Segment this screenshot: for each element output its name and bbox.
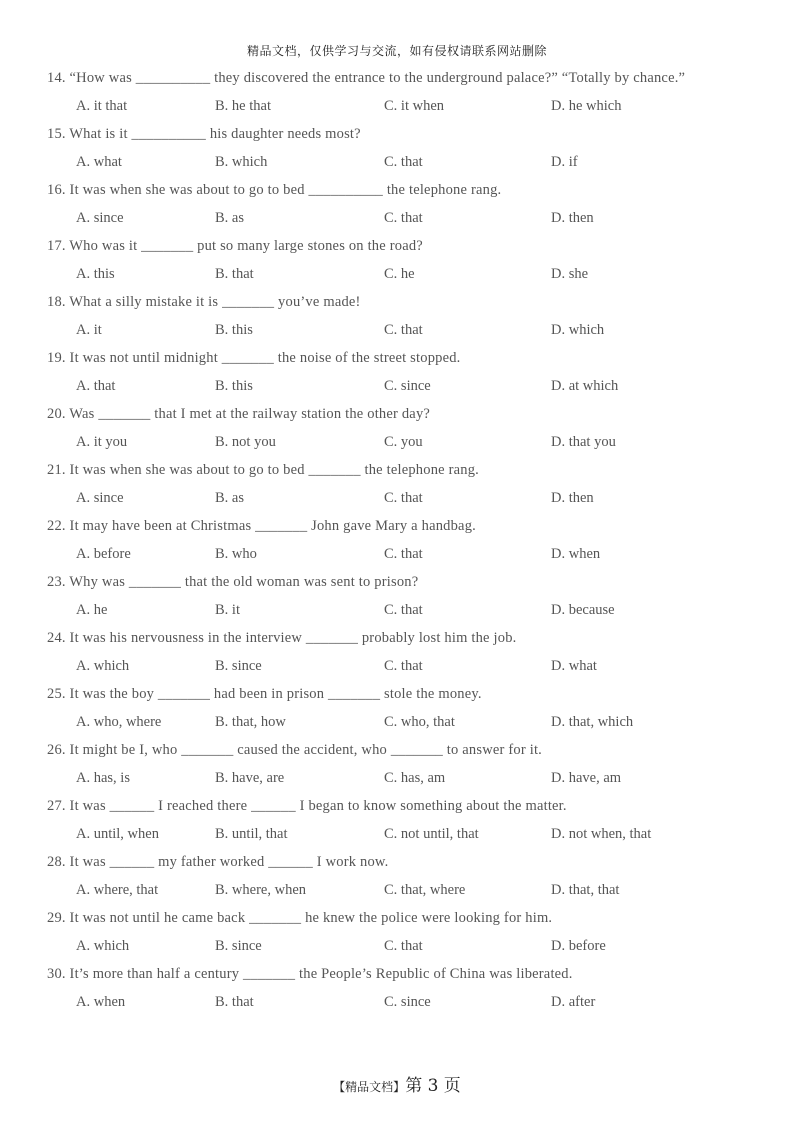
option-d: D. if [551, 154, 578, 170]
question-options [47, 264, 747, 292]
option-b: B. this [215, 322, 253, 338]
option-b: B. this [215, 378, 253, 394]
option-c: C. not until, that [384, 826, 479, 842]
option-b: B. who [215, 546, 257, 562]
question-item [47, 740, 747, 796]
question-options [47, 152, 747, 180]
option-b: B. that, how [215, 714, 286, 730]
option-c: C. that [384, 490, 423, 506]
option-c: C. it when [384, 98, 445, 114]
option-d: D. have, am [551, 770, 622, 786]
question-options [47, 656, 747, 684]
question-options [47, 544, 747, 572]
option-d: D. then [551, 490, 594, 506]
option-c: C. since [384, 994, 431, 1010]
option-d: D. because [551, 602, 615, 618]
question-stem: 15. What is it __________ his daughter needs most? [47, 126, 361, 142]
question-options [47, 936, 747, 964]
option-c: C. that, where [384, 882, 466, 898]
option-b: B. he that [215, 98, 271, 114]
option-b: B. as [215, 490, 244, 506]
option-a: A. has, is [76, 770, 130, 786]
page-footer [0, 1071, 794, 1096]
question-options [47, 880, 747, 908]
option-b: B. it [215, 602, 240, 618]
question-item [47, 628, 747, 684]
question-stem: 27. It was ______ I reached there ______ I began to know something about the matter. [47, 798, 567, 814]
option-b: B. which [215, 154, 268, 170]
option-d: D. after [551, 994, 596, 1010]
option-c: C. who, that [384, 714, 455, 730]
option-a: A. he [76, 602, 108, 618]
question-options [47, 432, 747, 460]
option-b: B. since [215, 658, 262, 674]
option-c: C. that [384, 210, 423, 226]
question-stem: 24. It was his nervousness in the interview _______ probably lost him the job. [47, 630, 517, 646]
option-d: D. that, that [551, 882, 620, 898]
question-item [47, 236, 747, 292]
question-stem: 28. It was ______ my father worked ______ I work now. [47, 854, 389, 870]
option-b: B. since [215, 938, 262, 954]
option-d: D. at which [551, 378, 619, 394]
question-item [47, 908, 747, 964]
option-a: A. who, where [76, 714, 162, 730]
option-d: D. that, which [551, 714, 634, 730]
question-stem: 26. It might be I, who _______ caused the accident, who _______ to answer for it. [47, 742, 542, 758]
option-a: A. since [76, 490, 124, 506]
option-b: B. where, when [215, 882, 307, 898]
question-stem: 29. It was not until he came back _______ he knew the police were looking for him. [47, 910, 553, 926]
option-a: A. it that [76, 98, 128, 114]
question-stem: 22. It may have been at Christmas _______ John gave Mary a handbag. [47, 518, 476, 534]
question-options [47, 96, 747, 124]
option-d: D. not when, that [551, 826, 652, 842]
question-item [47, 180, 747, 236]
question-item [47, 404, 747, 460]
question-item [47, 68, 747, 124]
question-options [47, 824, 747, 852]
question-options [47, 600, 747, 628]
option-c: C. since [384, 378, 431, 394]
question-item [47, 796, 747, 852]
question-list [47, 68, 747, 1020]
question-stem: 14. “How was __________ they discovered the entrance to the underground palace?” “Totally by chance.” [47, 70, 686, 86]
option-d: D. she [551, 266, 589, 282]
option-b: B. that [215, 266, 254, 282]
option-a: A. before [76, 546, 131, 562]
option-c: C. that [384, 546, 423, 562]
question-stem: 25. It was the boy _______ had been in prison _______ stole the money. [47, 686, 482, 702]
question-stem: 17. Who was it _______ put so many large stones on the road? [47, 238, 423, 254]
question-options [47, 992, 747, 1020]
option-d: D. then [551, 210, 594, 226]
option-b: B. have, are [215, 770, 285, 786]
option-d: D. what [551, 658, 597, 674]
option-c: C. you [384, 434, 423, 450]
option-a: A. that [76, 378, 116, 394]
question-stem: 23. Why was _______ that the old woman was sent to prison? [47, 574, 419, 590]
option-a: A. what [76, 154, 122, 170]
question-options [47, 208, 747, 236]
question-stem: 19. It was not until midnight _______ the noise of the street stopped. [47, 350, 461, 366]
question-item [47, 852, 747, 908]
option-a: A. until, when [76, 826, 159, 842]
option-a: A. since [76, 210, 124, 226]
option-b: B. until, that [215, 826, 288, 842]
option-a: A. it [76, 322, 102, 338]
option-d: D. he which [551, 98, 622, 114]
option-b: B. not you [215, 434, 276, 450]
page-header-notice: 精品文档，仅供学习与交流，如有侵权请联系网站删除 [246, 44, 547, 58]
question-options [47, 712, 747, 740]
option-a: A. which [76, 658, 130, 674]
option-a: A. which [76, 938, 130, 954]
option-c: C. has, am [384, 770, 446, 786]
question-item [47, 124, 747, 180]
option-a: A. it you [76, 434, 128, 450]
option-a: A. this [76, 266, 115, 282]
question-options [47, 376, 747, 404]
option-d: D. which [551, 322, 605, 338]
question-item [47, 460, 747, 516]
page-number: 第 3 页 [405, 1076, 461, 1096]
question-item [47, 684, 747, 740]
footer-tag: 【精品文档】 [333, 1080, 406, 1094]
question-options [47, 320, 747, 348]
option-a: A. when [76, 994, 126, 1010]
question-item [47, 964, 747, 1020]
option-c: C. that [384, 154, 423, 170]
option-b: B. that [215, 994, 254, 1010]
question-item [47, 292, 747, 348]
option-c: C. that [384, 602, 423, 618]
question-stem: 20. Was _______ that I met at the railway station the other day? [47, 406, 431, 422]
option-d: D. when [551, 546, 601, 562]
option-d: D. that you [551, 434, 616, 450]
question-item [47, 348, 747, 404]
question-item [47, 516, 747, 572]
option-c: C. he [384, 266, 415, 282]
question-stem: 30. It’s more than half a century _______ the People’s Republic of China was liberated. [47, 966, 573, 982]
option-c: C. that [384, 658, 423, 674]
question-stem: 18. What a silly mistake it is _______ you’ve made! [47, 294, 361, 310]
question-options [47, 768, 747, 796]
question-options [47, 488, 747, 516]
option-b: B. as [215, 210, 244, 226]
option-c: C. that [384, 938, 423, 954]
option-d: D. before [551, 938, 606, 954]
question-item [47, 572, 747, 628]
question-stem: 16. It was when she was about to go to bed __________ the telephone rang. [47, 182, 502, 198]
option-a: A. where, that [76, 882, 159, 898]
option-c: C. that [384, 322, 423, 338]
question-stem: 21. It was when she was about to go to bed _______ the telephone rang. [47, 462, 479, 478]
